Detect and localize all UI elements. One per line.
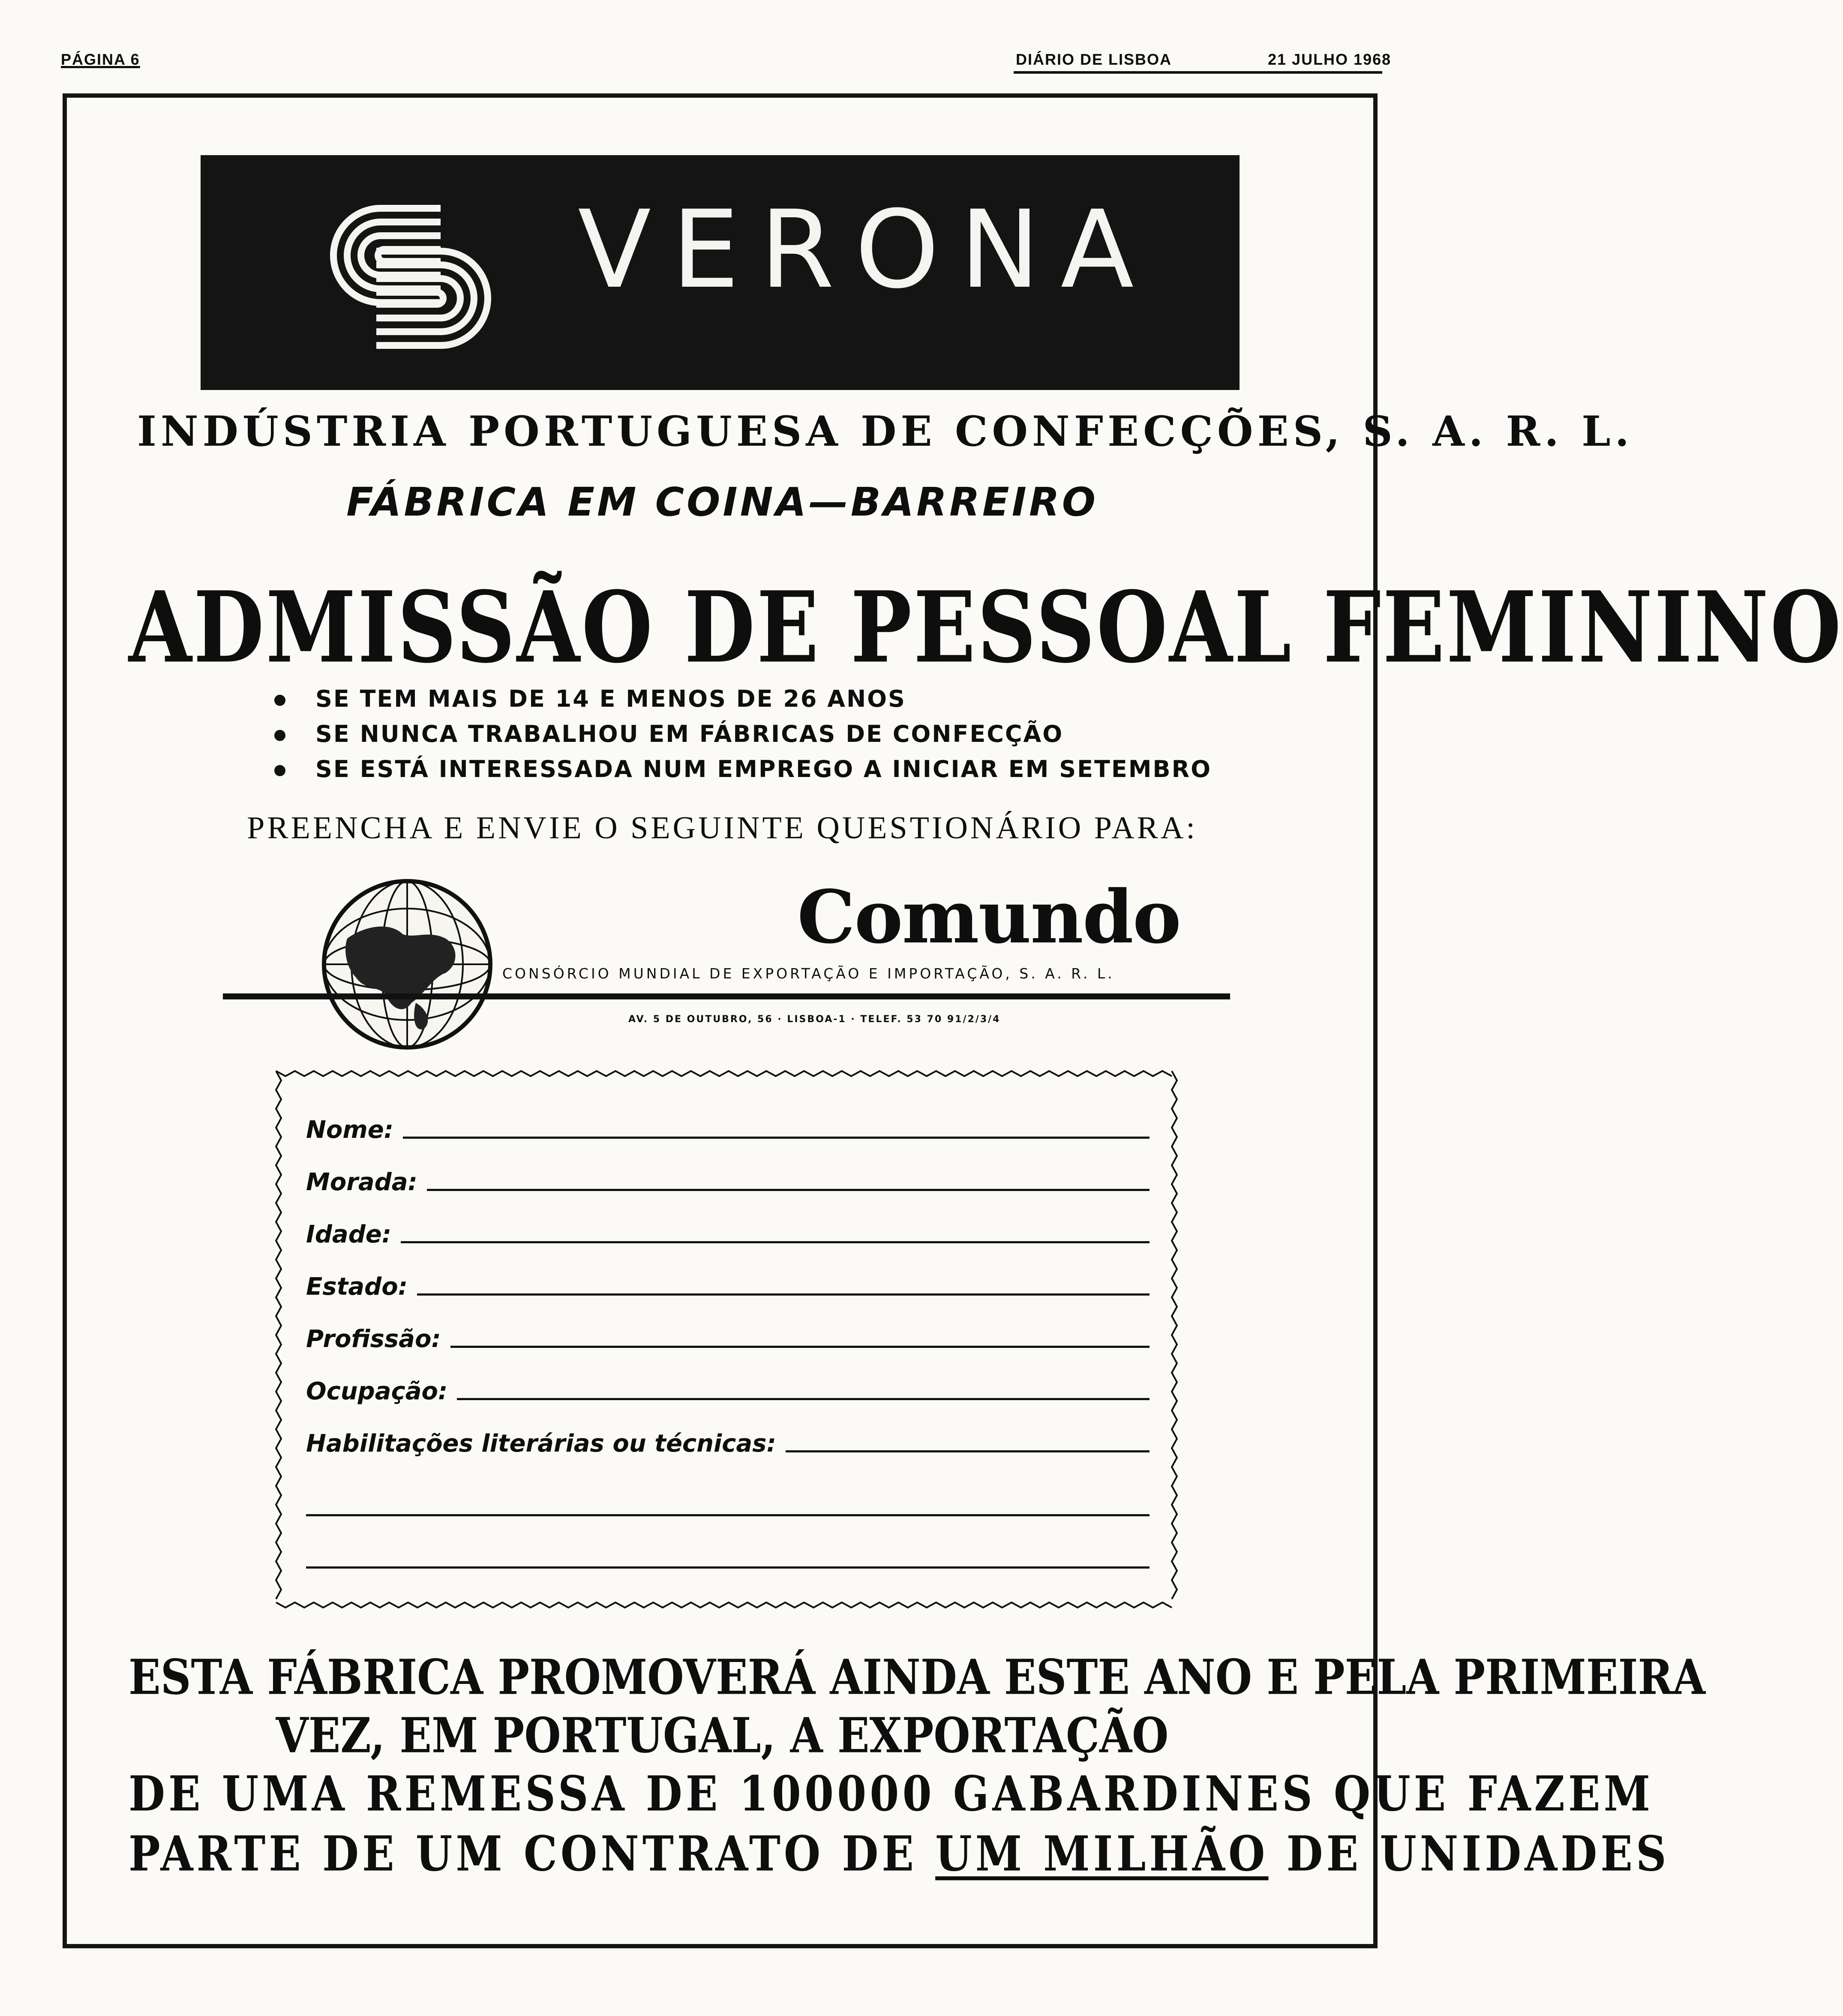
field-line[interactable] [417, 1293, 1150, 1296]
bullet-icon [274, 765, 285, 776]
issue-date: 21 JULHO 1968 [1268, 51, 1392, 68]
comundo-address: AV. 5 DE OUTUBRO, 56 · LISBOA-1 · TELEF. 53 70 91/2/3/4 [628, 1014, 1001, 1025]
field-line[interactable] [403, 1137, 1150, 1139]
headline: ADMISSÃO DE PESSOAL FEMININO [129, 570, 1843, 685]
company-name: INDÚSTRIA PORTUGUESA DE CONFECÇÕES, S. A. R. L. [137, 407, 1634, 456]
globe-icon [317, 874, 497, 1054]
footer-text: PARTE DE UM CONTRATO DE [129, 1825, 917, 1882]
list-item [274, 681, 1217, 717]
blank-line[interactable] [306, 1566, 1150, 1569]
field-line[interactable] [457, 1398, 1150, 1400]
field-label: Profissão: [306, 1325, 441, 1353]
field-label: Nome: [306, 1116, 394, 1144]
field-label: Estado: [306, 1273, 408, 1301]
verona-swirl-logo-icon [312, 183, 552, 363]
zigzag-edge [1172, 1071, 1177, 1599]
comundo-subtitle: CONSÓRCIO MUNDIAL DE EXPORTAÇÃO E IMPORTAÇÃO, S. A. R. L. [502, 965, 1115, 982]
occupation-field[interactable] [306, 1374, 1150, 1404]
field-line[interactable] [427, 1189, 1150, 1191]
name-field[interactable] [306, 1112, 1150, 1142]
list-item [274, 717, 1217, 752]
instruction-text: PREENCHA E ENVIE O SEGUINTE QUESTIONÁRIO PARA: [247, 810, 1198, 846]
requirement-text: SE ESTÁ INTERESSADA NUM EMPREGO A INICIAR EM SETEMBRO [315, 756, 1212, 783]
blank-line[interactable] [306, 1514, 1150, 1516]
field-label: Habilitações literárias ou técnicas: [306, 1430, 776, 1458]
field-line[interactable] [401, 1241, 1150, 1243]
page-number: PÁGINA 6 [61, 51, 140, 68]
footer-line-4 [129, 1825, 1670, 1882]
marital-status-field[interactable] [306, 1269, 1150, 1299]
bullet-icon [274, 730, 285, 741]
footer-line-2: VEZ, EM PORTUGAL, A EXPORTAÇÃO [276, 1707, 1169, 1764]
brand-name: VERONA [578, 187, 1155, 312]
zigzag-edge [276, 1071, 1172, 1076]
factory-location: FÁBRICA EM COINA—BARREIRO [346, 479, 1098, 525]
footer-line-1: ESTA FÁBRICA PROMOVERÁ AINDA ESTE ANO E PELA PRIMEIRA [129, 1649, 1705, 1706]
requirements-list [274, 681, 1217, 787]
footer-text: DE UNIDADES [1286, 1825, 1670, 1882]
verona-banner [201, 155, 1240, 390]
zigzag-edge [276, 1602, 1172, 1608]
footer-line-3: DE UMA REMESSA DE 100000 GABARDINES QUE FAZEM [129, 1765, 1654, 1822]
zigzag-edge [276, 1071, 281, 1599]
field-label: Morada: [306, 1168, 417, 1196]
newspaper-name: DIÁRIO DE LISBOA [1016, 51, 1172, 68]
divider [223, 993, 1230, 999]
requirement-text: SE NUNCA TRABALHOU EM FÁBRICAS DE CONFECÇÃO [315, 720, 1064, 747]
questionnaire-form [270, 1065, 1183, 1614]
field-line[interactable] [786, 1450, 1150, 1452]
qualifications-field[interactable] [306, 1426, 1150, 1456]
bullet-icon [274, 695, 285, 706]
field-label: Ocupação: [306, 1377, 448, 1405]
age-field[interactable] [306, 1217, 1150, 1247]
list-item [274, 752, 1217, 787]
requirement-text: SE TEM MAIS DE 14 E MENOS DE 26 ANOS [315, 685, 906, 712]
comundo-logo: Comundo [797, 874, 1181, 960]
field-label: Idade: [306, 1221, 392, 1248]
emphasis-text: UM MILHÃO [935, 1825, 1269, 1882]
field-line[interactable] [450, 1346, 1150, 1348]
header-rule [1014, 71, 1382, 74]
address-field[interactable] [306, 1164, 1150, 1194]
profession-field[interactable] [306, 1321, 1150, 1351]
